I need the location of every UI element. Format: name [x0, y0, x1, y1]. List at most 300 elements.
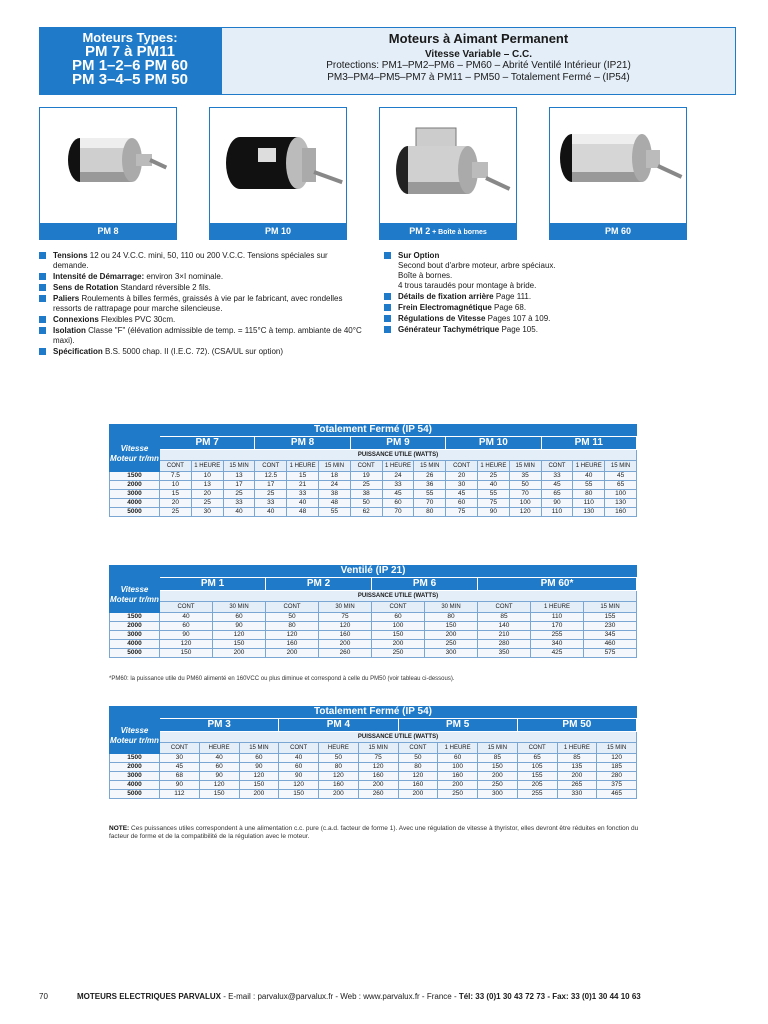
column-header: 1 HEURE: [438, 743, 478, 754]
speed-header: Vitesse Moteur tr/mn: [110, 437, 160, 472]
value-cell: 120: [358, 763, 398, 772]
value-cell: 20: [160, 499, 192, 508]
model-header: PM 3: [160, 719, 279, 732]
value-cell: 25: [160, 508, 192, 517]
column-header: 15 MIN: [605, 461, 637, 472]
motor-photo-pm60: [549, 107, 687, 240]
value-cell: 120: [509, 508, 541, 517]
value-cell: 200: [319, 790, 359, 799]
value-cell: 120: [199, 781, 239, 790]
motor-image: [380, 108, 516, 224]
power-table: [109, 436, 637, 517]
value-cell: 150: [239, 781, 279, 790]
model-row: [110, 719, 637, 732]
value-cell: 200: [319, 640, 372, 649]
table-row: [110, 472, 637, 481]
value-cell: 80: [398, 763, 438, 772]
value-cell: 12.5: [255, 472, 287, 481]
column-header: CONT: [478, 602, 531, 613]
value-cell: 13: [223, 472, 255, 481]
value-cell: 60: [372, 613, 425, 622]
value-cell: 60: [446, 499, 478, 508]
value-cell: 60: [382, 499, 414, 508]
table-title: Totalement Fermé (IP 54): [109, 424, 637, 436]
value-cell: 425: [531, 649, 584, 658]
table-title: Ventilé (IP 21): [109, 565, 637, 577]
value-cell: 10: [160, 481, 192, 490]
value-cell: 120: [279, 781, 319, 790]
model-range: PM 1–2–6 PM 60: [72, 57, 188, 74]
model-header: PM 1: [160, 578, 266, 591]
value-cell: 40: [573, 472, 605, 481]
value-cell: 75: [358, 754, 398, 763]
value-cell: 60: [213, 613, 266, 622]
column-header: CONT: [160, 602, 213, 613]
value-cell: 200: [372, 640, 425, 649]
value-cell: 130: [605, 499, 637, 508]
value-cell: 24: [318, 481, 350, 490]
value-cell: 185: [597, 763, 637, 772]
photo-caption: PM 60: [550, 223, 686, 239]
photo-caption: PM 2 + Boîte à bornes: [380, 223, 516, 239]
motor-photo-pm10: [209, 107, 347, 240]
value-cell: 265: [557, 781, 597, 790]
power-label-row: [110, 591, 637, 602]
motor-image: [40, 108, 176, 224]
column-header: CONT: [160, 461, 192, 472]
spec-item: Frein Electromagnétique Page 68.: [384, 303, 584, 313]
value-cell: 375: [597, 781, 637, 790]
value-cell: 130: [573, 508, 605, 517]
bullet-icon: [39, 348, 46, 355]
value-cell: 50: [509, 481, 541, 490]
spec-list-left: [39, 251, 364, 358]
column-header: 30 MIN: [213, 602, 266, 613]
value-cell: 40: [279, 754, 319, 763]
value-cell: 40: [223, 508, 255, 517]
bullet-icon: [384, 252, 391, 259]
value-cell: 80: [414, 508, 446, 517]
value-cell: 75: [477, 499, 509, 508]
model-header: PM 9: [350, 437, 445, 450]
value-cell: 100: [605, 490, 637, 499]
value-cell: 36: [414, 481, 446, 490]
value-cell: 100: [438, 763, 478, 772]
speed-cell: 3000: [110, 772, 160, 781]
value-cell: 55: [414, 490, 446, 499]
value-cell: 90: [160, 781, 200, 790]
subheader-row: [110, 602, 637, 613]
value-cell: 230: [584, 622, 637, 631]
table-row: [110, 499, 637, 508]
power-table-ip21: [109, 565, 637, 658]
column-header: 30 MIN: [319, 602, 372, 613]
value-cell: 48: [287, 508, 319, 517]
model-range: PM 7 à PM11: [84, 43, 176, 60]
value-cell: 200: [425, 631, 478, 640]
value-cell: 48: [318, 499, 350, 508]
note-paragraph: NOTE: Ces puissances utiles correspondent à une alimentation c.c. pure (c.a.d. facteur de forme 1). Avec une régulation de vitesse à thyristor, elles devront être réduites en fonction du facteur de forme et de la compatibilité de la régulation avec le moteur.: [109, 825, 639, 840]
speed-cell: 1500: [110, 613, 160, 622]
value-cell: 120: [213, 631, 266, 640]
column-header: 15 MIN: [478, 743, 518, 754]
subheader-row: [110, 743, 637, 754]
spec-item: Détails de fixation arrière Page 111.: [384, 292, 584, 302]
value-cell: 60: [160, 622, 213, 631]
spec-item: Régulations de Vitesse Pages 107 à 109.: [384, 314, 584, 324]
value-cell: 160: [266, 640, 319, 649]
value-cell: 150: [372, 631, 425, 640]
subheader-row: [110, 461, 637, 472]
value-cell: 110: [541, 508, 573, 517]
model-header: PM 10: [446, 437, 541, 450]
speed-cell: 5000: [110, 649, 160, 658]
value-cell: 85: [557, 754, 597, 763]
bullet-icon: [39, 252, 46, 259]
value-cell: 255: [517, 790, 557, 799]
power-label: PUISSANCE UTILE (WATTS): [160, 450, 637, 461]
power-label: PUISSANCE UTILE (WATTS): [160, 732, 637, 743]
bullet-icon: [384, 293, 391, 300]
column-header: 15 MIN: [239, 743, 279, 754]
value-cell: 465: [597, 790, 637, 799]
value-cell: 575: [584, 649, 637, 658]
column-header: HEURE: [319, 743, 359, 754]
value-cell: 80: [425, 613, 478, 622]
value-cell: 70: [509, 490, 541, 499]
table-row: [110, 622, 637, 631]
column-header: 15 MIN: [318, 461, 350, 472]
value-cell: 110: [531, 613, 584, 622]
value-cell: 21: [287, 481, 319, 490]
model-header: PM 60*: [478, 578, 637, 591]
value-cell: 25: [350, 481, 382, 490]
spec-item: Générateur Tachymétrique Page 105.: [384, 325, 584, 335]
value-cell: 330: [557, 790, 597, 799]
power-table-ip54-pm3-50: [109, 706, 637, 799]
value-cell: 160: [319, 631, 372, 640]
column-header: CONT: [160, 743, 200, 754]
table-row: [110, 490, 637, 499]
value-cell: 50: [398, 754, 438, 763]
bullet-icon: [384, 326, 391, 333]
column-header: CONT: [446, 461, 478, 472]
power-table: [109, 718, 637, 799]
column-header: 15 MIN: [597, 743, 637, 754]
value-cell: 45: [446, 490, 478, 499]
value-cell: 33: [382, 481, 414, 490]
value-cell: 150: [279, 790, 319, 799]
value-cell: 205: [517, 781, 557, 790]
value-cell: 30: [446, 481, 478, 490]
value-cell: 345: [584, 631, 637, 640]
value-cell: 340: [531, 640, 584, 649]
speed-cell: 5000: [110, 508, 160, 517]
column-header: CONT: [398, 743, 438, 754]
value-cell: 90: [199, 772, 239, 781]
value-cell: 200: [478, 772, 518, 781]
models-header: [39, 27, 221, 95]
value-cell: 50: [266, 613, 319, 622]
value-cell: 7.5: [160, 472, 192, 481]
value-cell: 40: [287, 499, 319, 508]
speed-cell: 2000: [110, 622, 160, 631]
value-cell: 65: [541, 490, 573, 499]
value-cell: 140: [478, 622, 531, 631]
value-cell: 260: [319, 649, 372, 658]
motor-image: [210, 108, 346, 224]
value-cell: 68: [160, 772, 200, 781]
value-cell: 65: [605, 481, 637, 490]
speed-cell: 5000: [110, 790, 160, 799]
column-header: 15 MIN: [358, 743, 398, 754]
speed-header: Vitesse Moteur tr/mn: [110, 578, 160, 613]
value-cell: 65: [517, 754, 557, 763]
value-cell: 15: [160, 490, 192, 499]
speed-cell: 1500: [110, 472, 160, 481]
model-header: PM 6: [372, 578, 478, 591]
column-header: 15 MIN: [223, 461, 255, 472]
value-cell: 38: [350, 490, 382, 499]
value-cell: 25: [191, 499, 223, 508]
value-cell: 17: [223, 481, 255, 490]
speed-cell: 2000: [110, 481, 160, 490]
value-cell: 120: [239, 772, 279, 781]
value-cell: 50: [319, 754, 359, 763]
table-row: [110, 631, 637, 640]
column-header: CONT: [541, 461, 573, 472]
table-footnote: *PM60: la puissance utile du PM60 alimenté en 160VCC ou plus diminue et correspond à celle du PM50 (voir tableau ci-dessous).: [109, 676, 455, 682]
bullet-icon: [39, 327, 46, 334]
speed-cell: 3000: [110, 631, 160, 640]
speed-cell: 2000: [110, 763, 160, 772]
value-cell: 90: [279, 772, 319, 781]
value-cell: 150: [213, 640, 266, 649]
power-table: [109, 577, 637, 658]
motor-photo-pm2: [379, 107, 517, 240]
spec-item: Sur Option Second bout d'arbre moteur, arbre spéciaux. Boîte à bornes. 4 trous taraudés pour montage à bride.: [384, 251, 584, 291]
value-cell: 250: [438, 790, 478, 799]
value-cell: 120: [597, 754, 637, 763]
value-cell: 150: [199, 790, 239, 799]
table-row: [110, 508, 637, 517]
value-cell: 80: [319, 763, 359, 772]
value-cell: 200: [398, 790, 438, 799]
bullet-icon: [384, 304, 391, 311]
value-cell: 300: [425, 649, 478, 658]
value-cell: 155: [584, 613, 637, 622]
value-cell: 33: [255, 499, 287, 508]
column-header: 15 MIN: [509, 461, 541, 472]
page-number: 70: [39, 992, 48, 1001]
value-cell: 90: [239, 763, 279, 772]
page-title: Moteurs à Aimant Permanent: [388, 31, 569, 46]
value-cell: 160: [605, 508, 637, 517]
value-cell: 80: [573, 490, 605, 499]
column-header: 1 HEURE: [557, 743, 597, 754]
value-cell: 150: [160, 649, 213, 658]
bullet-icon: [39, 273, 46, 280]
column-header: 30 MIN: [425, 602, 478, 613]
value-cell: 60: [239, 754, 279, 763]
column-header: CONT: [279, 743, 319, 754]
model-row: [110, 578, 637, 591]
value-cell: 300: [478, 790, 518, 799]
speed-header: Vitesse Moteur tr/mn: [110, 719, 160, 754]
value-cell: 75: [446, 508, 478, 517]
value-cell: 35: [509, 472, 541, 481]
column-header: 1 HEURE: [382, 461, 414, 472]
model-header: PM 50: [517, 719, 636, 732]
table-row: [110, 613, 637, 622]
page-subtitle: Vitesse Variable – C.C.: [424, 49, 533, 60]
value-cell: 100: [372, 622, 425, 631]
table-row: [110, 649, 637, 658]
value-cell: 33: [541, 472, 573, 481]
value-cell: 250: [372, 649, 425, 658]
value-cell: 120: [160, 640, 213, 649]
bullet-icon: [39, 295, 46, 302]
value-cell: 255: [531, 631, 584, 640]
spec-item: Paliers Roulements à billes fermés, graissés à vie par le fabricant, avec rondelles ressorts de rattrapage pour marche silencieuse.: [39, 294, 364, 314]
value-cell: 460: [584, 640, 637, 649]
spec-list-right: [384, 251, 584, 336]
value-cell: 40: [477, 481, 509, 490]
spec-item: Sens de Rotation Standard réversible 2 fils.: [39, 283, 364, 293]
table-row: [110, 481, 637, 490]
value-cell: 160: [438, 772, 478, 781]
model-header: PM 7: [160, 437, 255, 450]
value-cell: 15: [287, 472, 319, 481]
table-row: [110, 754, 637, 763]
value-cell: 155: [517, 772, 557, 781]
photo-caption: PM 8: [40, 223, 176, 239]
value-cell: 38: [318, 490, 350, 499]
value-cell: 112: [160, 790, 200, 799]
value-cell: 90: [213, 622, 266, 631]
value-cell: 200: [266, 649, 319, 658]
value-cell: 45: [160, 763, 200, 772]
value-cell: 120: [319, 622, 372, 631]
table-row: [110, 781, 637, 790]
column-header: 15 MIN: [584, 602, 637, 613]
power-label: PUISSANCE UTILE (WATTS): [160, 591, 637, 602]
model-header: PM 2: [266, 578, 372, 591]
value-cell: 350: [478, 649, 531, 658]
spec-item: Isolation Classe "F" (élévation admissible de temp. = 115°C à temp. ambiante de 40°C maxi).: [39, 326, 364, 346]
photo-caption: PM 10: [210, 223, 346, 239]
value-cell: 150: [478, 763, 518, 772]
value-cell: 19: [350, 472, 382, 481]
value-cell: 85: [478, 754, 518, 763]
speed-cell: 4000: [110, 499, 160, 508]
value-cell: 62: [350, 508, 382, 517]
value-cell: 200: [557, 772, 597, 781]
value-cell: 25: [255, 490, 287, 499]
value-cell: 55: [573, 481, 605, 490]
bullet-icon: [39, 284, 46, 291]
value-cell: 280: [597, 772, 637, 781]
value-cell: 26: [414, 472, 446, 481]
value-cell: 45: [605, 472, 637, 481]
value-cell: 13: [191, 481, 223, 490]
power-label-row: [110, 732, 637, 743]
value-cell: 30: [160, 754, 200, 763]
model-header: PM 4: [279, 719, 398, 732]
column-header: CONT: [517, 743, 557, 754]
value-cell: 120: [266, 631, 319, 640]
value-cell: 160: [358, 772, 398, 781]
power-table-ip54-pm7-11: [109, 424, 637, 517]
value-cell: 75: [319, 613, 372, 622]
types-label: Moteurs Types:: [82, 30, 178, 45]
value-cell: 200: [438, 781, 478, 790]
column-header: CONT: [266, 602, 319, 613]
spec-item: Connexions Flexibles PVC 30cm.: [39, 315, 364, 325]
value-cell: 18: [318, 472, 350, 481]
value-cell: 24: [382, 472, 414, 481]
value-cell: 250: [425, 640, 478, 649]
footer-contact: MOTEURS ELECTRIQUES PARVALUX - E-mail : parvalux@parvalux.fr - Web : www.parvalux.fr - France - Tél: 33 (0)1 30 43 72 73 - Fax: 33 (0)1 30 44 10 63: [77, 992, 641, 1001]
bullet-icon: [384, 315, 391, 322]
column-header: 1 HEURE: [287, 461, 319, 472]
value-cell: 60: [438, 754, 478, 763]
model-header: PM 8: [255, 437, 350, 450]
value-cell: 50: [350, 499, 382, 508]
table-row: [110, 640, 637, 649]
model-row: [110, 437, 637, 450]
value-cell: 250: [478, 781, 518, 790]
spec-item: Spécification B.S. 5000 chap. II (I.E.C. 72). (CSA/UL sur option): [39, 347, 364, 357]
value-cell: 260: [358, 790, 398, 799]
spec-item: Intensité de Démarrage: environ 3×I nominale.: [39, 272, 364, 282]
power-label-row: [110, 450, 637, 461]
model-header: PM 5: [398, 719, 517, 732]
speed-cell: 4000: [110, 781, 160, 790]
motor-image: [550, 108, 686, 224]
value-cell: 60: [199, 763, 239, 772]
value-cell: 55: [318, 508, 350, 517]
column-header: CONT: [255, 461, 287, 472]
value-cell: 150: [425, 622, 478, 631]
value-cell: 25: [223, 490, 255, 499]
spec-item: Tensions 12 ou 24 V.C.C. mini, 50, 110 ou 200 V.C.C. Tensions spéciales sur demande.: [39, 251, 364, 271]
value-cell: 120: [398, 772, 438, 781]
value-cell: 85: [478, 613, 531, 622]
value-cell: 170: [531, 622, 584, 631]
value-cell: 160: [319, 781, 359, 790]
speed-cell: 1500: [110, 754, 160, 763]
column-header: 1 HEURE: [191, 461, 223, 472]
value-cell: 200: [358, 781, 398, 790]
value-cell: 45: [541, 481, 573, 490]
value-cell: 10: [191, 472, 223, 481]
column-header: CONT: [350, 461, 382, 472]
value-cell: 17: [255, 481, 287, 490]
value-cell: 210: [478, 631, 531, 640]
speed-cell: 3000: [110, 490, 160, 499]
table-title: Totalement Fermé (IP 54): [109, 706, 637, 718]
table-row: [110, 790, 637, 799]
protection-line: Protections: PM1–PM2–PM6 – PM60 – Abrité Ventilé Intérieur (IP21): [326, 60, 631, 71]
protection-line: PM3–PM4–PM5–PM7 à PM11 – PM50 – Totalement Fermé – (IP54): [327, 72, 630, 83]
value-cell: 90: [541, 499, 573, 508]
motor-photo-pm8: [39, 107, 177, 240]
table-row: [110, 763, 637, 772]
value-cell: 55: [477, 490, 509, 499]
value-cell: 135: [557, 763, 597, 772]
model-header: PM 11: [541, 437, 636, 450]
